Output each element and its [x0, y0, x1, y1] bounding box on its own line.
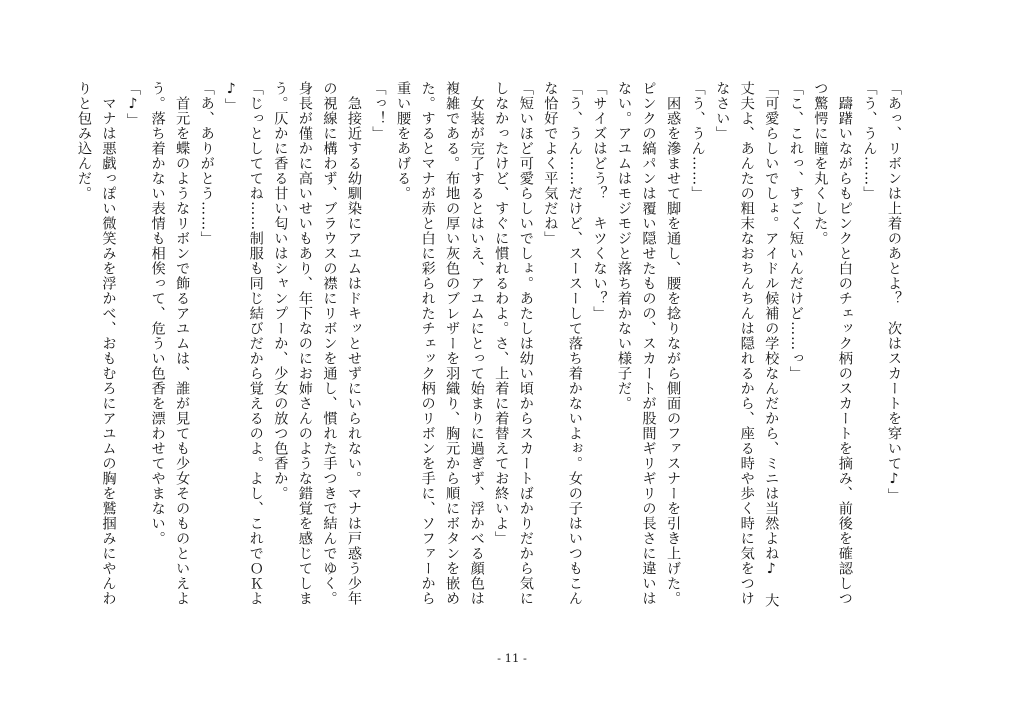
text-line: 女装が完了するとはいえ、アユムにとって始まりに過ぎず、浮かべる顔色は — [468, 81, 485, 606]
text-line: 身長が僅かに高いせいもあり、年下なのにお姉さんのような錯覚を感じてしま — [296, 81, 313, 606]
vertical-text-body — [75, 81, 906, 641]
text-line: 丈夫よ、あんたの粗末なおちんちんは隠れるから、座る時や歩く時に気をつけ — [738, 81, 755, 606]
text-line: ピンクの縞パンは覆い隠せたものの、スカートが股間ギリギリの長さに違いは — [640, 81, 657, 606]
text-line: の視線に構わず、ブラウスの襟にリボンを通し、慣れた手つきで結んでゆく。 — [321, 81, 338, 606]
text-line: 重い腰をあげる。 — [395, 81, 412, 201]
text-line: しなかったけど、すぐに慣れるわよ。さ、上着に着替えてお終いよ」 — [493, 81, 510, 546]
text-line: 「っ！」 — [370, 81, 387, 141]
text-line: ♪」 — [223, 81, 240, 113]
text-line: う。落ち着かない表情も相俟って、危うい色香を漂わせてやまない。 — [149, 81, 166, 546]
text-line: 「短いほど可愛らしいでしょ。あたしは幼い頃からスカートばかりだから気に — [517, 81, 534, 606]
text-line: 「こ、これっ、すごく短いんだけど……っ」 — [787, 81, 804, 381]
text-line: 「あ、ありがとう……」 — [198, 81, 215, 246]
text-line: ない。アユムはモジモジと落ち着かない様子だ。 — [615, 81, 632, 411]
text-line: 「じっとしててね……制服も同じ結びだから覚えるのよ。よし、これでＯＫよ — [247, 81, 264, 606]
text-line: 急接近する幼馴染にアユムはドキッとせずにいられない。マナは戸惑う少年 — [345, 81, 362, 606]
text-line: な恰好でよく平気だね」 — [542, 81, 559, 246]
text-line: た。するとマナが赤と白に彩られたチェック柄のリボンを手に、ソファーから — [419, 81, 436, 606]
text-line: りと包み込んだ。 — [75, 81, 92, 201]
text-line: 困惑を滲ませて脚を通し、腰を捻りながら側面のファスナーを引き上げた。 — [665, 81, 682, 606]
text-line: マナは悪戯っぽい微笑みを浮かべ、おもむろにアユムの胸を鷲掴みにやんわ — [100, 81, 117, 606]
text-line: 躊躇いながらもピンクと白のチェック柄のスカートを摘み、前後を確認しつ — [836, 81, 853, 606]
text-line: 複雑である。布地の厚い灰色のブレザーを羽織り、胸元から順にボタンを嵌め — [444, 81, 461, 606]
text-line: 「サイズはどう？ キツくない？」 — [591, 81, 608, 321]
text-line: 「う、うん……だけど、スースーして落ち着かないよぉ。女の子はいつもこん — [566, 81, 583, 606]
text-line: つ驚愕に瞳を丸くした。 — [812, 81, 829, 246]
text-line: う。仄かに香る甘い匂いはシャンプーか、少女の放つ色香か。 — [272, 81, 289, 501]
text-line: 「あっ、リボンは上着のあとよ？ 次はスカートを穿いて♪」 — [886, 81, 902, 503]
text-line: 「可愛らしいでしょ。アイドル候補の学校なんだから、ミニは当然よね♪ 大 — [763, 81, 780, 608]
text-line: 「♪」 — [125, 81, 142, 128]
text-line: なさい」 — [714, 81, 731, 141]
page-number: - 11 - — [497, 651, 527, 665]
text-line: 「う、うん……」 — [861, 81, 878, 201]
text-line: 首元を蝶のようなリボンで飾るアユムは、誰が見ても少女そのものといえよ — [174, 81, 191, 606]
text-line: 「う、うん……」 — [689, 81, 706, 201]
